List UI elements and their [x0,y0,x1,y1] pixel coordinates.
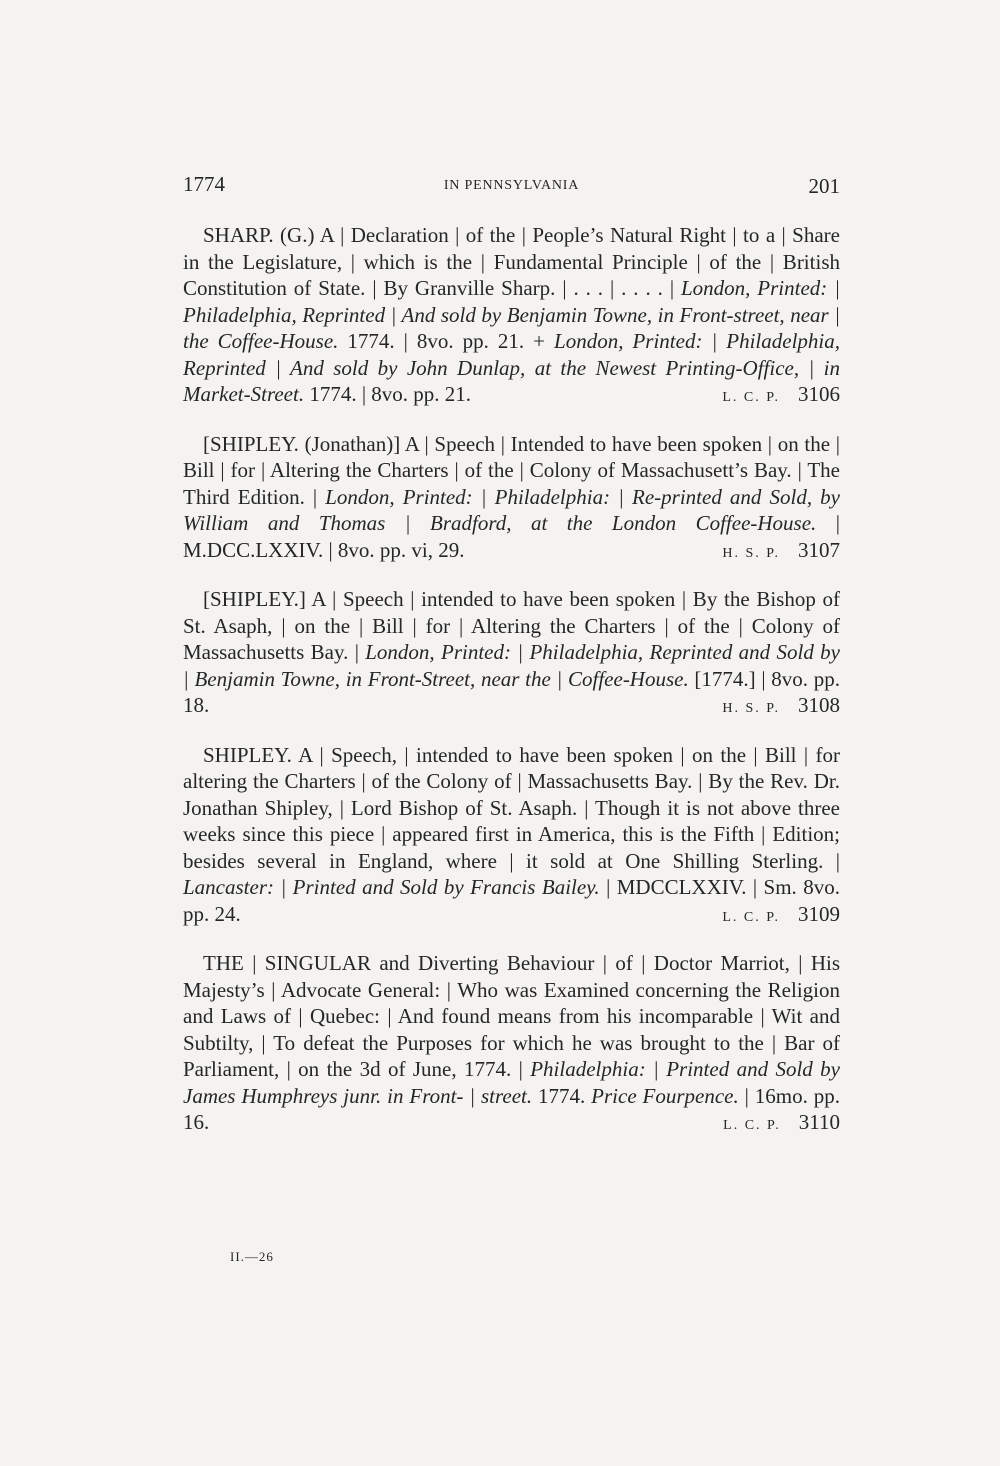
entry-number: 3110 [798,1110,840,1134]
page-number: 201 [808,174,840,198]
bibliography-entry [183,950,840,1136]
bibliography-entries [183,222,840,1159]
entry-number: 3108 [798,693,840,717]
entry-text: 1774. | 8vo. pp. 21. [304,382,472,406]
running-header [183,172,840,204]
entry-text: | MDCCLXXIV. | Sm. 8vo. pp. 24. [183,875,841,926]
header-year: 1774 [183,172,225,196]
entry-text: [SHIPLEY.] A | Speech | intended to have been spoken | By the Bishop of St. Asaph, | on the | Bill | for | Altering the Charters | of the | Colony of Massachusetts Bay. | [183,587,840,664]
entry-imprint-italic: Price Fourpence. [591,1083,739,1108]
library-abbreviation: L. C. P. [722,390,780,405]
entry-number: 3106 [798,382,840,406]
entry-number: 3109 [798,901,840,926]
entry-citation [722,381,840,412]
entry-imprint-italic: Philadelphia: | Printed and Sold by James Humphreys junr. in Front- | street. [183,1057,840,1108]
entry-imprint-italic: London, Printed: | Philadelphia, Reprinted | And sold by John Dunlap, at the Newest Printing-Office, | in Market-Street. [183,329,840,406]
signature-mark: II.—26 [230,1249,274,1264]
entry-citation [723,1109,840,1140]
entry-number: 3107 [798,537,840,562]
entry-text: THE | SINGULAR and Diverting Behaviour | of | Doctor Marriot, | His Majesty’s | Advocate General: | Who was Examined concerning the Religion and Laws of | Quebec: | And found means from his incomparable | Wit and Subtilty, | To defeat the Purposes for which he was brought to the | Bar of Parliament, | on the 3d of June, 1774. | [183,951,840,1081]
entry-text: 1774. [532,1083,592,1108]
bibliography-entry [183,222,840,408]
entry-imprint-italic: Lancaster: | Printed and Sold by Francis Bailey. [183,875,600,899]
library-abbreviation: L. C. P. [722,909,780,925]
entry-text: SHIPLEY. A | Speech, | intended to have been spoken | on the | Bill | for altering the Charters | of the Colony of | Massachusetts Bay. | By the Rev. Dr. Jonathan Shipley, | Lord Bishop of St. Asaph. | Though it is not above three weeks since this piece | appeared first in America, this is the Fifth | Edition; besides several in England, where | it sold at One Shilling Sterling. | [183,742,840,873]
header-title: IN PENNSYLVANIA [443,178,580,193]
bibliography-entry [183,431,840,564]
entry-citation [722,692,840,723]
library-abbreviation: L. C. P. [723,1118,781,1133]
library-abbreviation: H. S. P. [722,545,780,561]
bibliography-entry [183,586,840,719]
entry-text: SHARP. (G.) A | Declaration | of the | People’s Natural Right | to a | Share in the Legislature, | which is the | Fundamental Principle | of the | British Constitution of State. | By Granville Sharp. | . . . | . . . . | [183,223,840,300]
entry-citation [722,901,840,932]
entry-imprint-italic: London, Printed: | Philadelphia, Reprinted and Sold by | Benjamin Towne, in Front-Street, near the | Coffee-House. [183,640,840,691]
entry-imprint-italic: London, Printed: | Philadelphia, Reprinted | And sold by Benjamin Towne, in Front-street, near | the Coffee-House. [183,276,840,353]
bibliography-entry [183,742,840,928]
entry-text: | M.DCC.LXXIV. | 8vo. pp. vi, 29. [183,511,840,562]
entry-text: | 16mo. pp. 16. [183,1083,840,1134]
library-abbreviation: H. S. P. [722,701,780,716]
entry-text: 1774. | 8vo. pp. 21. + [338,329,555,353]
entry-text: [SHIPLEY. (Jonathan)] A | Speech | Intended to have been spoken | on the | Bill | for | Altering the Charters | of the | Colony of Massachusett’s Bay. | The Third Edition. | [183,431,840,509]
entry-text: [1774.] | 8vo. pp. 18. [183,666,840,717]
entry-citation [722,537,840,568]
entry-imprint-italic: London, Printed: | Philadelphia: | Re-printed and Sold, by William and Thomas | Bradford, at the London Coffee-House. [183,484,840,535]
